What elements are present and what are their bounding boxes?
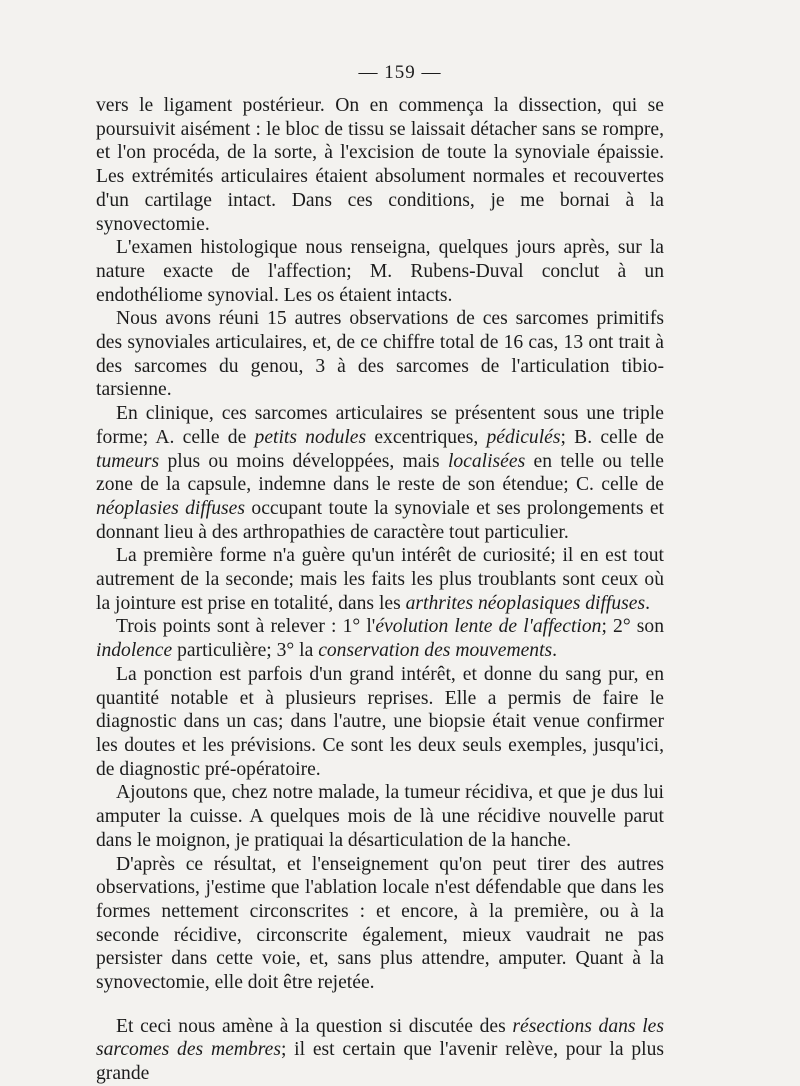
body-text xyxy=(96,94,664,1086)
text-run: Ajoutons que, chez notre malade, la tumeur récidiva, et que je dus lui amputer la cuisse. A quelques mois de là une récidive nouvelle parut dans le moignon, je pratiquai la désarticulation de la hanche. xyxy=(96,782,664,851)
text-run: En clinique, ces sarcomes articulaires se présentent sous une triple forme; A. celle de xyxy=(96,403,664,448)
italic-text-run: conservation des mouvements xyxy=(318,640,553,662)
page-number: — 159 — xyxy=(358,62,442,83)
italic-text-run: localisées xyxy=(447,450,526,472)
text-run: excentriques, xyxy=(366,426,487,448)
paragraph-8 xyxy=(96,781,664,852)
text-run: Nous avons réuni 15 autres observations de ces sarcomes primitifs des synoviales articulaires, et, de ce chiffre total de 16 cas, 13 ont trait à des sarcomes du genou, 3 à des sarcomes de l'articulation tibio-tarsienne. xyxy=(96,308,664,401)
paragraph-2 xyxy=(96,236,664,307)
italic-text-run: tumeurs xyxy=(96,450,160,472)
text-run: vers le ligament postérieur. On en commença la dissection, qui se poursuivit aisément : le bloc de tissu se laissait détacher sans se rompre, et l'on procéda, de la sorte, à l'excision de toute la synoviale épaissie. Les extrémités articulaires étaient absolument normales et recouvertes d'un cartilage intact. Dans ces conditions, je me bornai à la synovectomie. xyxy=(96,95,664,235)
text-run: La ponction est parfois d'un grand intérêt, et donne du sang pur, en quantité notable et à plusieurs reprises. Elle a permis de faire le diagnostic dans un cas; dans l'autre, une biopsie était venue confirmer les doutes et les prévisions. Ce sont les deux seuls exemples, jusqu'ici, de diagnostic pré-opératoire. xyxy=(96,663,664,780)
paragraph-4 xyxy=(96,402,664,544)
italic-text-run: évolution lente de l'affection xyxy=(375,616,602,638)
text-run: ; il est certain que l'avenir relève, pour la plus grande xyxy=(96,1039,664,1085)
italic-text-run: résections dans les sarcomes des membres xyxy=(96,1015,664,1061)
text-run: La première forme n'a guère qu'un intérêt de curiosité; il en est tout autrement de la seconde; mais les faits les plus troublants sont ceux où la jointure est prise en totalité, dans les xyxy=(96,545,664,614)
text-run: en telle ou telle zone de la capsule, indemne dans le reste de son étendue; C. celle de xyxy=(96,450,664,496)
italic-text-run: pédiculés xyxy=(486,426,561,448)
text-run: Et ceci nous amène à la question si discutée des xyxy=(116,1015,513,1037)
paragraph-3 xyxy=(96,307,664,402)
italic-text-run: indolence xyxy=(96,640,173,662)
text-run: L'examen histologique nous renseigna, quelques jours après, sur la nature exacte de l'affection; M. Rubens-Duval conclut à un endothéliome synovial. Les os étaient intacts. xyxy=(96,237,664,306)
text-run: Trois points sont à relever : 1° l' xyxy=(116,616,376,638)
text-run: ; 2° son xyxy=(601,616,665,638)
paragraph-10 xyxy=(96,1015,664,1086)
paragraph-7 xyxy=(96,663,664,782)
paragraph-6 xyxy=(96,615,664,662)
paragraph-9 xyxy=(96,853,664,995)
text-run: . xyxy=(645,592,650,614)
italic-text-run: petits nodules xyxy=(254,426,367,448)
italic-text-run: arthrites néoplasiques diffuses xyxy=(405,592,646,614)
text-run: D'après ce résultat, et l'enseignement qu'on peut tirer des autres observations, j'estime que l'ablation locale n'est défendable que dans les formes nettement circonscrites : et encore, à la première, ou à la seconde récidive, circonscrite également, mieux vaudrait ne pas persister dans cette voie, et, sans plus attendre, amputer. Quant à la synovectomie, elle doit être rejetée. xyxy=(96,853,664,994)
text-run: . xyxy=(552,640,558,662)
text-run: occupant toute la synoviale et ses prolongements et donnant lieu à des arthropathies de caractère tout particulier. xyxy=(96,497,664,543)
paragraph-5 xyxy=(96,544,664,615)
text-run: ; B. celle de xyxy=(560,426,664,448)
text-run: plus ou moins développées, mais xyxy=(159,450,448,472)
text-run: particulière; 3° la xyxy=(172,640,319,662)
italic-text-run: néoplasies diffuses xyxy=(96,497,245,519)
paragraph-1 xyxy=(96,94,664,236)
